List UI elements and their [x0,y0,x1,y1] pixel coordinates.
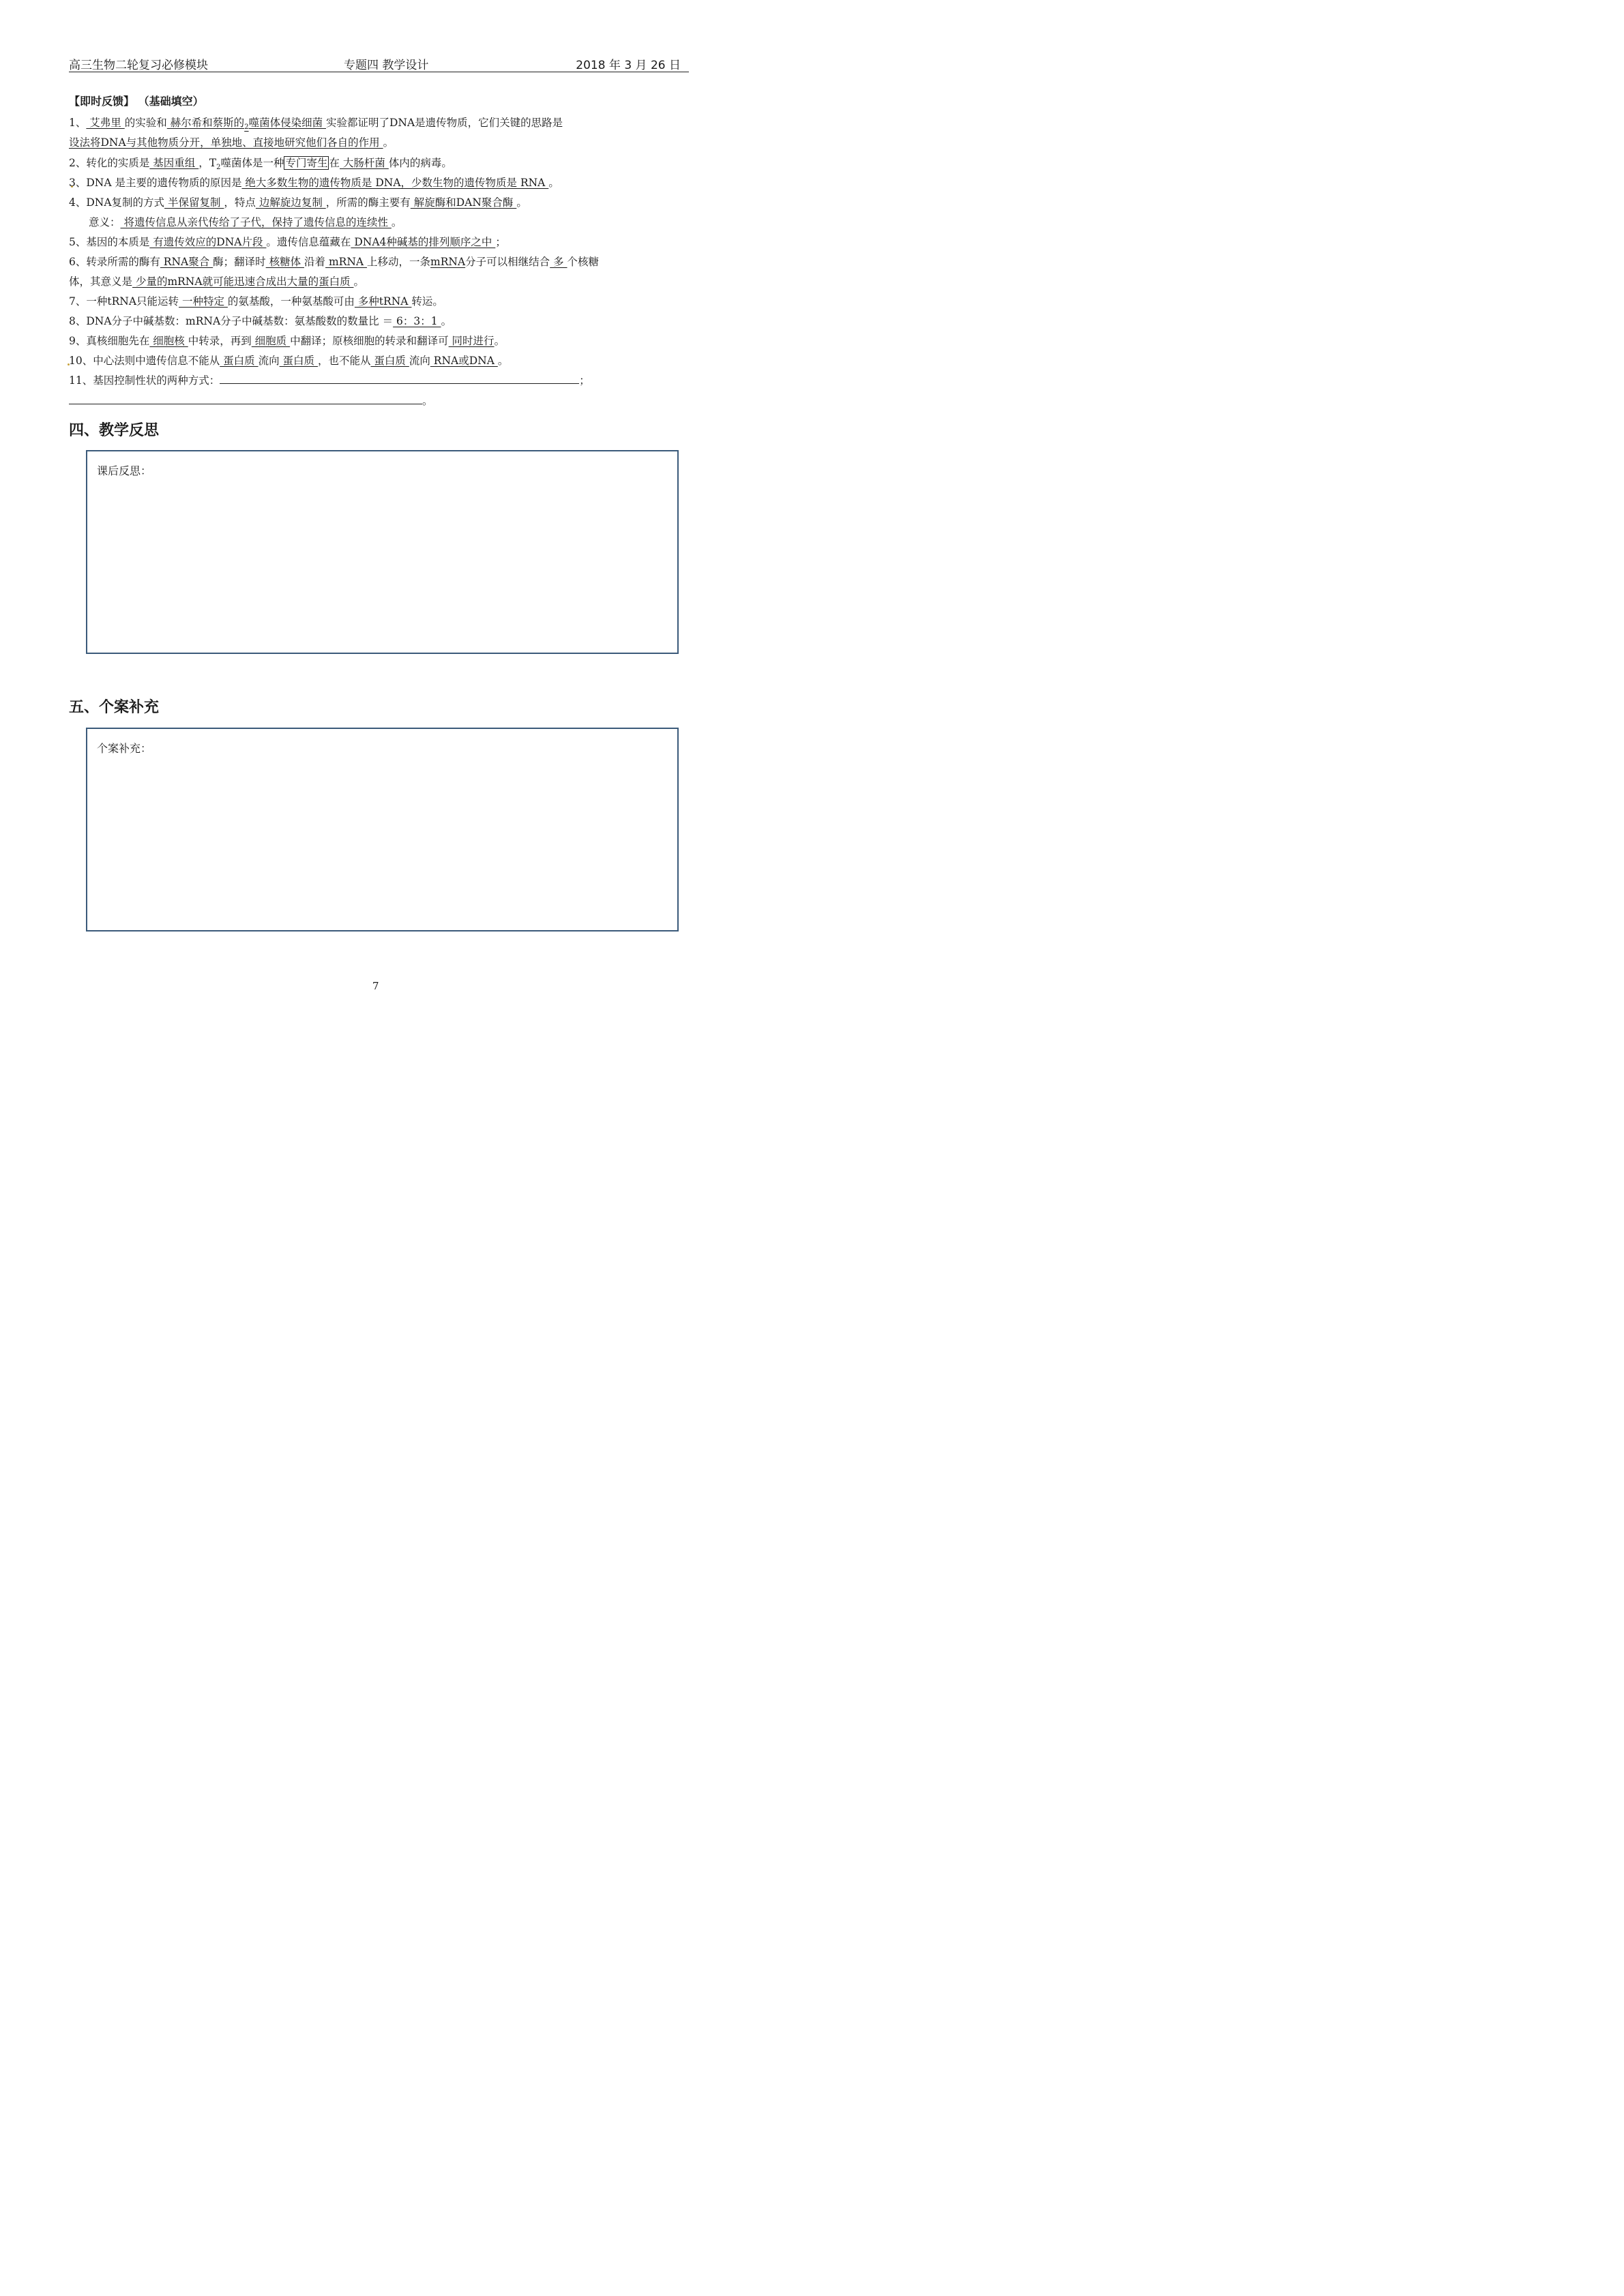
q6-answer-1: RNA聚合 [160,256,213,268]
q3-answer: 绝大多数生物的遗传物质是 DNA，少数生物的遗传物质是 RNA [241,177,549,189]
q6-answer-4: 多 [550,256,567,268]
q2-text-3: 噬菌体是一种 [220,157,284,169]
q8-answer: 6：3：1 [393,315,441,327]
q10-answer-2: 蛋白质 [279,355,318,367]
q4-text-3: ，所需的酶主要有 [325,196,411,209]
q1-answer-3: 设法将DNA与其他物质分开，单独地、直接地研究他们各自的作用 [69,136,383,149]
case-supplement-box [86,728,679,931]
question-1-cont [69,134,394,149]
q5-answer-1: 有遗传效应的DNA片段 [149,236,267,248]
q6-text-5: 分子可以相继结合 [465,256,550,268]
header-date: 2018 年 3 月 26 日 [576,59,681,72]
reflection-box [86,450,679,654]
q1-answer-2b: 噬菌体侵染细菌 [248,117,326,129]
q5-end: ； [495,236,506,248]
q4-end: 。 [516,196,527,209]
question-3 [69,175,559,190]
q6-cont-text: 体，其意义是 [69,275,133,288]
section-4-title: 四、教学反思 [69,421,160,439]
q7-answer-2: 多种tRNA [354,295,412,308]
q2-text-2: ，T [198,157,217,169]
question-6 [69,254,599,269]
q11-text: 11、基因控制性状的两种方式： [69,374,220,387]
header-course-title: 高三生物二轮复习必修模块 [69,59,208,72]
q4-meaning-answer: 将遗传信息从亲代传给了子代，保持了遗传信息的连续性 [120,216,392,228]
question-5 [69,234,506,249]
q4-meaning-end: 。 [391,216,402,228]
q7-text: 7、一种tRNA只能运转 [69,295,179,308]
q2-subscript: 2 [216,164,221,172]
question-11-cont [69,393,433,408]
q6-cont-end: 。 [353,275,365,288]
q8-end: 。 [441,315,452,327]
q6-text: 6、转录所需的酶有 [69,256,160,268]
q10-end: 。 [497,355,509,367]
q10-text-3: ，也不能从 [317,355,371,367]
q4-meaning-label: 意义： [89,216,121,228]
question-11 [69,372,590,387]
q1-end: 。 [383,136,394,149]
q6-cont-answer: 少量的mRNA就可能迅速合成出大量的蛋白质 [132,275,354,288]
question-4-meaning [89,214,402,229]
question-2 [69,155,452,171]
q2-text-5: 体内的病毒。 [388,157,452,169]
q2-text-4: 在 [329,157,340,169]
q1-number: 1、 [69,117,87,129]
q11-end: 。 [422,395,433,407]
q6-text-2: 酶；翻译时 [213,256,266,268]
question-9 [69,333,505,348]
q5-answer-2: DNA4种碱基的排列顺序之中 [351,236,496,248]
q10-text-2: 流向 [258,355,280,367]
q9-answer-3: 同时进行 [448,335,494,347]
question-4 [69,194,527,209]
q3-end: 。 [548,177,559,189]
q6-text-3: 沿着 [304,256,326,268]
q10-text: 10、中心法则中遗传信息不能从 [69,355,220,367]
q4-text-2: ，特点 [224,196,256,209]
q9-text-2: 中转录，再到 [188,335,252,347]
q5-text: 5、基因的本质是 [69,236,150,248]
q4-answer-2: 边解旋边复制 [255,196,326,209]
header-topic: 专题四 教学设计 [344,59,429,72]
section-5-title: 五、个案补充 [69,698,160,716]
page-header [69,54,689,72]
q3-text: 3、DNA 是主要的遗传物质的原因是 [69,177,242,189]
q4-answer-1: 半保留复制 [164,196,224,209]
q2-text: 2、转化的实质是 [69,157,150,169]
q6-term: mRNA [430,256,466,268]
q9-text-3: 中翻译；原核细胞的转录和翻译可 [290,335,449,347]
q6-answer-2: 核糖体 [265,256,305,268]
q1-text: 的实验和 [124,117,167,129]
q5-text-2: 。遗传信息蕴藏在 [266,236,351,248]
page-number: 7 [372,980,379,992]
q9-answer-2: 细胞质 [251,335,291,347]
q11-blank-2 [69,394,422,404]
question-6-cont [69,273,364,288]
question-1 [69,115,563,131]
q2-answer-2: 大肠杆菌 [340,157,389,169]
q6-text-6: 个核糖 [567,256,600,268]
q10-answer-3: 蛋白质 [370,355,409,367]
reflection-label: 课后反思： [97,464,152,477]
q9-answer-1: 细胞核 [149,335,188,347]
case-supplement-label: 个案补充： [97,742,152,755]
q1-text-2: 实验都证明了DNA是遗传物质，它们关键的思路是 [326,117,563,129]
q7-end: 转运。 [411,295,443,308]
q11-separator: ； [579,374,590,387]
q1-answer-1: 艾弗里 [86,117,125,129]
q9-end: 。 [494,335,505,347]
feedback-title: 【即时反馈】 （基础填空） [69,95,204,108]
q2-answer-1: 基因重组 [149,157,199,169]
question-10 [69,353,508,368]
q4-answer-3: 解旋酶和DAN聚合酶 [410,196,517,209]
q7-text-2: 的氨基酸，一种氨基酸可由 [227,295,355,308]
q8-text: 8、DNA分子中碱基数：mRNA分子中碱基数：氨基酸数的数量比 ＝ [69,315,394,327]
q6-answer-3: mRNA [325,256,368,268]
q1-subscript: 2 [244,123,249,132]
q10-text-4: 流向 [409,355,430,367]
q2-boxed-term: 专门寄生 [285,157,328,169]
question-8 [69,313,452,328]
question-7 [69,293,443,308]
q10-answer-4: RNA或DNA [430,355,498,367]
q4-text: 4、DNA复制的方式 [69,196,165,209]
q10-answer-1: 蛋白质 [220,355,259,367]
q6-text-4: 上移动，一条 [367,256,431,268]
q7-answer-1: 一种特定 [179,295,228,308]
q9-text: 9、真核细胞先在 [69,335,150,347]
q1-answer-2: 赫尔希和蔡斯的 [166,117,245,129]
q11-blank-1 [220,374,579,384]
